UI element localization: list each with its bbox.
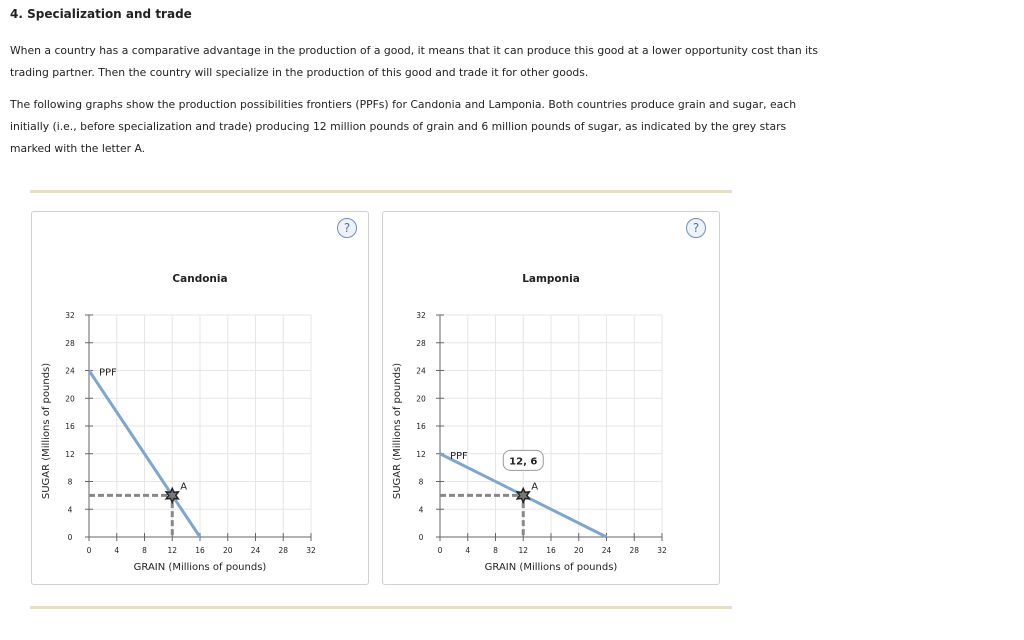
lamponia-chart [383,212,719,584]
candonia-x-tick-label: 16 [195,546,205,555]
candonia-y-tick-label: 16 [65,422,75,431]
intro-paragraph [10,40,1000,84]
candonia-x-tick-label: 8 [142,546,147,555]
lamponia-y-tick-label: 28 [416,338,426,348]
candonia-x-tick-label: 12 [167,546,178,555]
candonia-y-tick-label: 20 [65,394,75,404]
candonia-point-guide-lines [89,495,172,537]
intro-line-1: When a country has a comparative advantage in the production of a good, it means that it can produce this good at a lower opportunity cost than its [10,44,818,57]
candonia-x-tick-label: 0 [86,546,92,555]
lamponia-y-tick-label: 16 [416,422,426,431]
lamponia-help-button[interactable]: ? [686,218,706,238]
lamponia-x-tick-label: 12 [518,546,529,555]
lamponia-y-tick-label: 24 [416,366,426,376]
lamponia-x-tick-label: 24 [601,546,612,555]
description-line-1: The following graphs show the production possibilities frontiers (PPFs) for Candonia and Lamponia. Both countries produce grain and sugar, each [10,98,797,111]
lamponia-y-tick-label: 32 [416,311,426,320]
lamponia-ppf-label: PPF [450,450,468,462]
lamponia-point-tooltip [503,450,543,470]
candonia-y-tick-label: 4 [67,505,73,515]
candonia-help-button[interactable]: ? [337,218,357,238]
lamponia-y-axis-label: SUGAR (Millions of pounds) [392,362,403,500]
lamponia-x-tick-label: 4 [465,546,471,555]
candonia-y-tick-label: 24 [65,366,75,376]
description-line-2: initially (i.e., before specialization and trade) producing 12 million pounds of grain and 6 million pounds of sugar, as indicated by the grey stars [10,120,787,133]
lamponia-point-a-label: A [531,481,539,493]
candonia-x-axis-label: GRAIN (Millions of pounds) [133,562,267,573]
lamponia-x-tick-label: 8 [493,546,498,555]
candonia-y-tick-label: 8 [67,477,73,487]
lamponia-panel [382,211,720,585]
candonia-chart [32,212,368,584]
candonia-x-tick-label: 24 [250,546,261,555]
description-line-3: marked with the letter A. [10,142,146,155]
candonia-y-tick-label: 32 [65,311,75,320]
lamponia-x-tick-label: 28 [629,546,640,555]
lamponia-x-tick-label: 32 [657,546,667,555]
candonia-ppf-label: PPF [99,367,117,379]
lamponia-y-tick-label: 4 [418,505,424,515]
lamponia-y-tick-label: 0 [418,533,424,542]
lamponia-x-tick-label: 20 [573,546,584,555]
lamponia-chart-title: Lamponia [522,273,580,285]
question-title: 4. Specialization and trade [10,7,192,21]
candonia-point-a-label: A [180,481,188,493]
lamponia-x-axis-label: GRAIN (Millions of pounds) [484,562,618,573]
candonia-y-tick-label: 0 [67,533,73,542]
candonia-x-tick-label: 20 [222,546,233,555]
lamponia-y-tick-label: 12 [416,449,426,459]
lamponia-point-guide-lines [440,495,523,537]
lamponia-point-a-star [517,488,529,502]
lamponia-tooltip-text: 12, 6 [509,456,538,468]
lamponia-x-tick-label: 16 [546,546,556,555]
description-paragraph [10,94,1000,160]
bottom-divider [30,606,732,609]
candonia-x-tick-label: 32 [306,546,316,555]
candonia-y-tick-label: 12 [65,449,75,459]
lamponia-x-tick-label: 0 [437,546,443,555]
candonia-x-tick-label: 28 [278,546,289,555]
candonia-panel [31,211,369,585]
candonia-y-tick-label: 28 [65,338,75,348]
lamponia-y-tick-label: 8 [418,477,424,487]
intro-line-2: trading partner. Then the country will specialize in the production of this good and trade it for other goods. [10,66,589,79]
top-divider [30,190,732,193]
candonia-y-axis-label: SUGAR (Millions of pounds) [41,362,52,500]
candonia-chart-title: Candonia [172,273,228,285]
lamponia-y-tick-label: 20 [416,394,426,404]
candonia-x-tick-label: 4 [114,546,120,555]
